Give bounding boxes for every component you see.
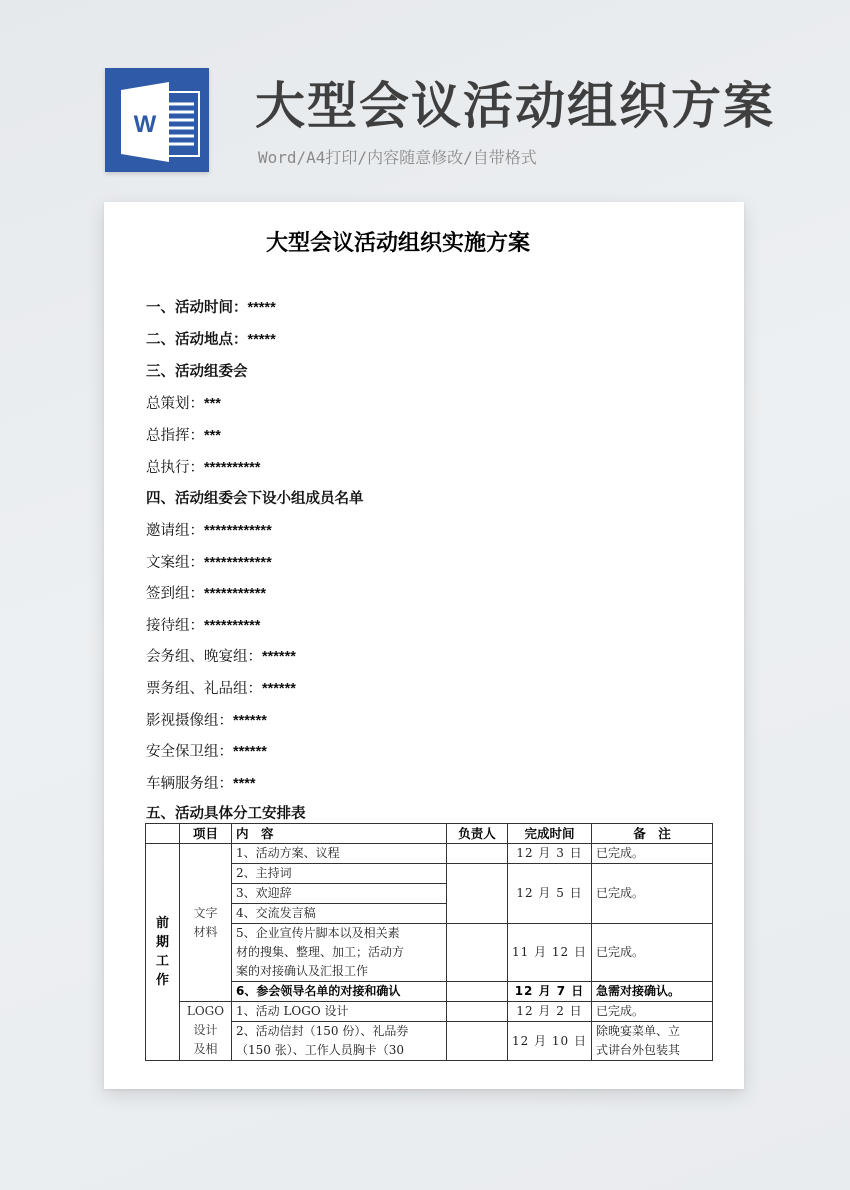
line-label: 签到组：	[146, 586, 204, 602]
line-invitation-group	[146, 519, 272, 540]
line-copywriting-group	[146, 551, 272, 572]
note-cell: 已完成。	[592, 1002, 713, 1022]
section-subgroups	[146, 487, 364, 508]
content-line: （150 张）、工作人员胸卡（30	[236, 1043, 404, 1057]
line-label: 邀请组：	[146, 523, 204, 539]
phase-char: 期	[155, 935, 169, 950]
content-line: 案的对接确认及汇报工作	[236, 964, 369, 978]
line-value: **********	[204, 618, 261, 634]
section-label: 一、活动时间：	[146, 300, 248, 316]
line-label: 会务组、晚宴组：	[146, 649, 262, 665]
line-label: 总执行：	[146, 460, 204, 476]
phase-char: 作	[155, 973, 169, 988]
section-label: 五、活动具体分工安排表	[146, 806, 306, 822]
phase-char: 工	[155, 954, 169, 969]
line-security-group	[146, 740, 267, 761]
line-label: 文案组：	[146, 555, 204, 571]
note-cell: 急需对接确认。	[592, 982, 713, 1002]
line-label: 安全保卫组：	[146, 744, 233, 760]
item-line: 材料	[193, 924, 218, 939]
line-reception-group	[146, 614, 260, 635]
phase-char: 前	[155, 916, 169, 931]
section-time	[146, 296, 276, 317]
item-line: 设计	[193, 1023, 218, 1037]
date-cell: 12 月 2 日	[508, 1002, 592, 1022]
content-cell: 3、欢迎辞	[232, 884, 447, 904]
line-chief-planner	[146, 392, 221, 413]
note-cell: 已完成。	[592, 844, 713, 864]
content-line: 材的搜集、整理、加工；活动方	[236, 945, 405, 959]
table-row-urgent	[146, 982, 713, 1002]
item-line: LOGO	[186, 1004, 225, 1018]
section-label: 三、活动组委会	[146, 364, 248, 380]
document-title: 大型会议活动组织实施方案	[265, 231, 530, 256]
line-value: ****	[233, 776, 256, 792]
line-label: 车辆服务组：	[146, 776, 233, 792]
line-value: ******	[233, 713, 267, 729]
line-label: 总策划：	[146, 396, 204, 412]
line-label: 接待组：	[146, 618, 204, 634]
hero-title: 大型会议活动组织方案	[255, 77, 775, 135]
word-icon	[105, 68, 209, 172]
note-cell: 已完成。	[592, 924, 713, 982]
phase-cell	[146, 844, 180, 1061]
line-ticket-gift-group	[146, 677, 296, 698]
table-row	[146, 844, 713, 864]
line-signin-group	[146, 582, 266, 603]
item-cell-logo-design	[180, 1002, 232, 1061]
hero-subtitle: Word/A4打印/内容随意修改/自带格式	[258, 148, 537, 167]
date-cell: 12 月 7 日	[508, 982, 592, 1002]
section-label: 四、活动组委会下设小组成员名单	[146, 491, 364, 507]
owner-cell	[447, 864, 508, 924]
item-line: 及相	[193, 1042, 218, 1056]
svg-text:W: W	[133, 111, 157, 138]
line-value: ******	[233, 744, 267, 760]
header-deadline: 完成时间	[508, 824, 592, 844]
item-cell-text-materials	[180, 844, 232, 1002]
line-value: ************	[204, 555, 272, 571]
date-cell: 12 月 3 日	[508, 844, 592, 864]
line-chief-executive	[146, 456, 260, 477]
header-content: 内 容	[232, 824, 447, 844]
section-label: 二、活动地点：	[146, 332, 248, 348]
line-label: 总指挥：	[146, 428, 204, 444]
owner-cell	[447, 844, 508, 864]
table-row	[146, 864, 713, 884]
note-line: 除晚宴菜单、立	[596, 1024, 681, 1038]
note-cell: 已完成。	[592, 864, 713, 924]
table-row	[146, 1022, 713, 1061]
line-vehicle-group	[146, 772, 256, 793]
line-value: ***********	[204, 586, 267, 602]
table-row	[146, 1002, 713, 1022]
content-cell	[232, 924, 447, 982]
content-cell: 4、交流发言稿	[232, 904, 447, 924]
content-line: 5、企业宣传片脚本以及相关素	[236, 926, 400, 940]
header-item: 项目	[180, 824, 232, 844]
owner-cell	[447, 1002, 508, 1022]
line-chief-commander	[146, 424, 221, 445]
note-cell	[592, 1022, 713, 1061]
section-value: *****	[247, 300, 276, 316]
content-cell: 1、活动 LOGO 设计	[232, 1002, 447, 1022]
content-line: 2、活动信封（150 份）、礼品券	[236, 1024, 409, 1038]
line-video-group	[146, 709, 267, 730]
line-value: **********	[204, 460, 261, 476]
word-app-icon	[105, 68, 209, 172]
content-cell	[232, 1022, 447, 1061]
date-cell: 12 月 10 日	[508, 1022, 592, 1061]
line-value: ******	[262, 681, 296, 697]
content-cell: 1、活动方案、议程	[232, 844, 447, 864]
date-cell: 11 月 12 日	[508, 924, 592, 982]
line-value: ******	[262, 649, 296, 665]
line-value: ************	[204, 523, 272, 539]
header-phase	[146, 824, 180, 844]
section-location	[146, 328, 276, 349]
line-conference-banquet-group	[146, 645, 296, 666]
line-value: ***	[204, 396, 221, 412]
table-row	[146, 924, 713, 982]
table-header-row	[146, 824, 713, 844]
content-cell: 6、参会领导名单的对接和确认	[232, 982, 447, 1002]
section-value: *****	[247, 332, 276, 348]
header-notes: 备 注	[592, 824, 713, 844]
content-cell: 2、主持词	[232, 864, 447, 884]
date-cell: 12 月 5 日	[508, 864, 592, 924]
line-label: 票务组、礼品组：	[146, 681, 262, 697]
owner-cell	[447, 1022, 508, 1061]
owner-cell	[447, 924, 508, 982]
note-line: 式讲台外包装其	[596, 1043, 681, 1057]
line-value: ***	[204, 428, 221, 444]
owner-cell	[447, 982, 508, 1002]
section-schedule	[146, 802, 306, 823]
header-owner: 负责人	[447, 824, 508, 844]
line-label: 影视摄像组：	[146, 713, 233, 729]
item-line: 文字	[193, 905, 218, 920]
schedule-table	[145, 823, 713, 1061]
section-committee	[146, 360, 248, 381]
document-page	[104, 202, 744, 1089]
